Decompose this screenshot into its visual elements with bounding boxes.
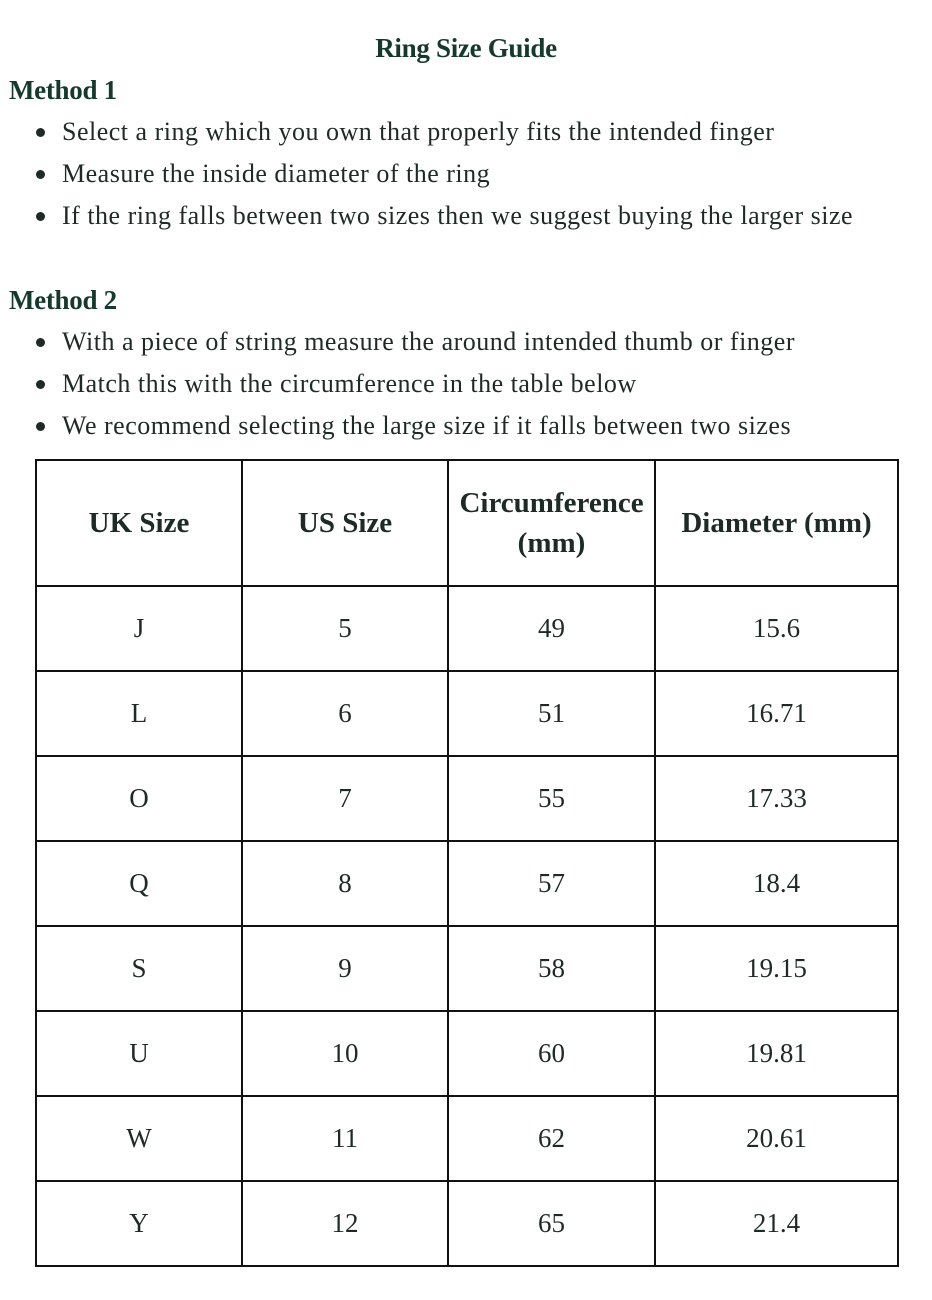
cell-diameter: 17.33 [655,756,898,841]
cell-us-size: 10 [242,1011,448,1096]
cell-circumference: 65 [448,1181,655,1266]
cell-diameter: 16.71 [655,671,898,756]
cell-circumference: 51 [448,671,655,756]
cell-us-size: 9 [242,926,448,1011]
list-item: If the ring falls between two sizes then we suggest buying the larger size [0,195,910,237]
header-us-size: US Size [242,460,448,586]
cell-circumference: 58 [448,926,655,1011]
header-diameter: Diameter (mm) [655,460,898,586]
table-row [36,1181,898,1266]
cell-us-size: 6 [242,671,448,756]
table-row [36,671,898,756]
method-1-list [0,111,910,237]
cell-circumference: 55 [448,756,655,841]
table-row [36,586,898,671]
method-1-heading: Method 1 [9,75,117,105]
cell-diameter: 21.4 [655,1181,898,1266]
cell-uk-size: O [36,756,242,841]
cell-us-size: 12 [242,1181,448,1266]
cell-circumference: 57 [448,841,655,926]
header-uk-size: UK Size [36,460,242,586]
header-circumference: Circumference (mm) [448,460,655,586]
cell-diameter: 20.61 [655,1096,898,1181]
table-row [36,841,898,926]
cell-circumference: 49 [448,586,655,671]
table-row [36,1096,898,1181]
table-row [36,756,898,841]
cell-diameter: 18.4 [655,841,898,926]
cell-uk-size: J [36,586,242,671]
list-item: We recommend selecting the large size if it falls between two sizes [0,405,910,447]
list-item: With a piece of string measure the around intended thumb or finger [0,321,910,363]
table-row [36,1011,898,1096]
table-row [36,926,898,1011]
cell-circumference: 60 [448,1011,655,1096]
cell-us-size: 7 [242,756,448,841]
page-title: Ring Size Guide [375,33,557,63]
cell-uk-size: L [36,671,242,756]
method-2-list [0,321,910,447]
list-item: Match this with the circumference in the table below [0,363,910,405]
cell-us-size: 5 [242,586,448,671]
cell-uk-size: W [36,1096,242,1181]
cell-uk-size: Q [36,841,242,926]
list-item: Select a ring which you own that properly fits the intended finger [0,111,910,153]
cell-circumference: 62 [448,1096,655,1181]
cell-us-size: 8 [242,841,448,926]
ring-size-table [35,459,899,1267]
cell-uk-size: Y [36,1181,242,1266]
list-item: Measure the inside diameter of the ring [0,153,910,195]
cell-diameter: 15.6 [655,586,898,671]
cell-uk-size: U [36,1011,242,1096]
table-header-row [36,460,898,586]
cell-diameter: 19.81 [655,1011,898,1096]
method-2-heading: Method 2 [9,285,117,315]
cell-diameter: 19.15 [655,926,898,1011]
cell-uk-size: S [36,926,242,1011]
cell-us-size: 11 [242,1096,448,1181]
